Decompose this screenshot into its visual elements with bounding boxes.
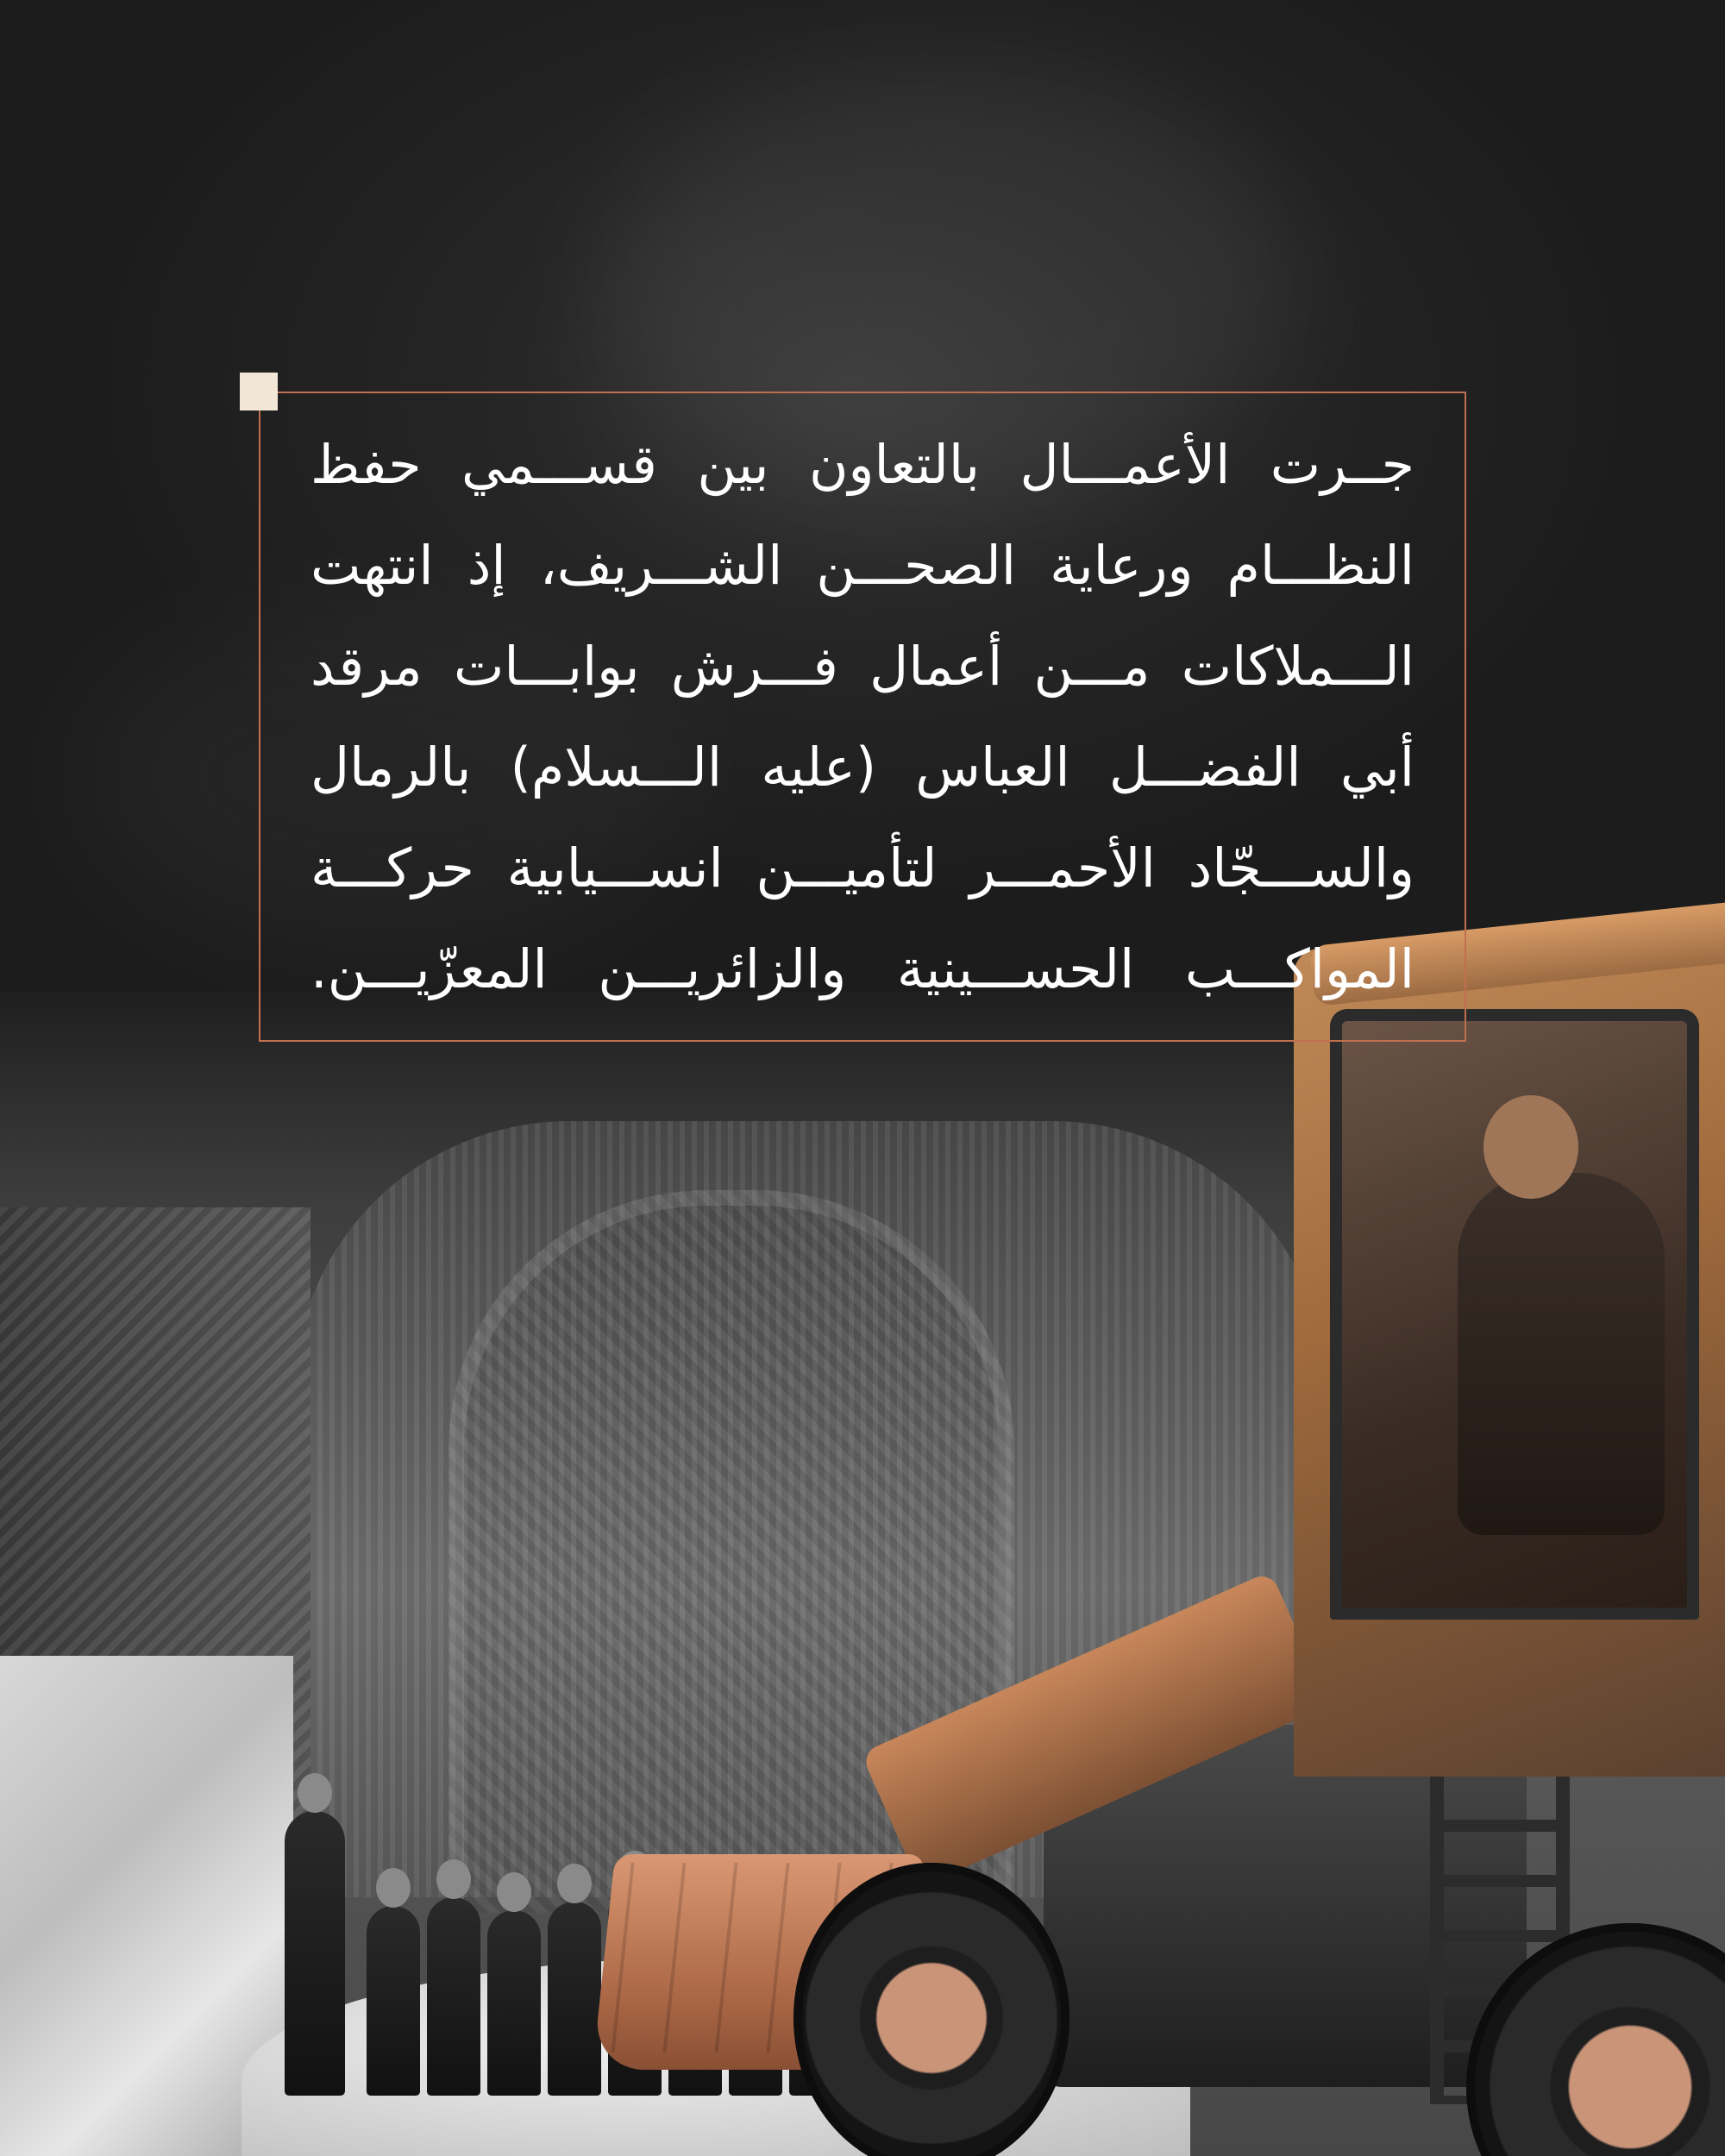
caption-line: والســـجّاد الأحمـــر لتأميـــن انســـيابية حركـــة [310,837,1414,899]
caption-line: المواكـــب الحســـينية والزائريـــن المعزّيـــن. [310,937,1414,1000]
loader-driver [1458,1173,1665,1535]
caption-line: جــرت الأعمـــال بالتعاون بين قســـمي حفظ [310,433,1414,496]
loader-front-wheel [794,1863,1070,2156]
caption-line: النظـــام ورعاية الصحـــن الشـــريف، إذ انتهت [310,534,1414,597]
corner-square-decoration [240,373,278,411]
wheel-loader [595,949,1725,2156]
person [285,1811,345,2096]
person [548,1902,601,2096]
person [427,1897,480,2096]
caption-paragraph [310,414,1414,1019]
person [487,1910,541,2096]
caption-line: الـــملاكات مـــن أعمال فـــرش بوابـــات مرقد [310,635,1414,698]
caption-line: أبي الفضـــل العباس (عليه الـــسلام) بالرمال [310,736,1414,799]
person [367,1906,420,2096]
